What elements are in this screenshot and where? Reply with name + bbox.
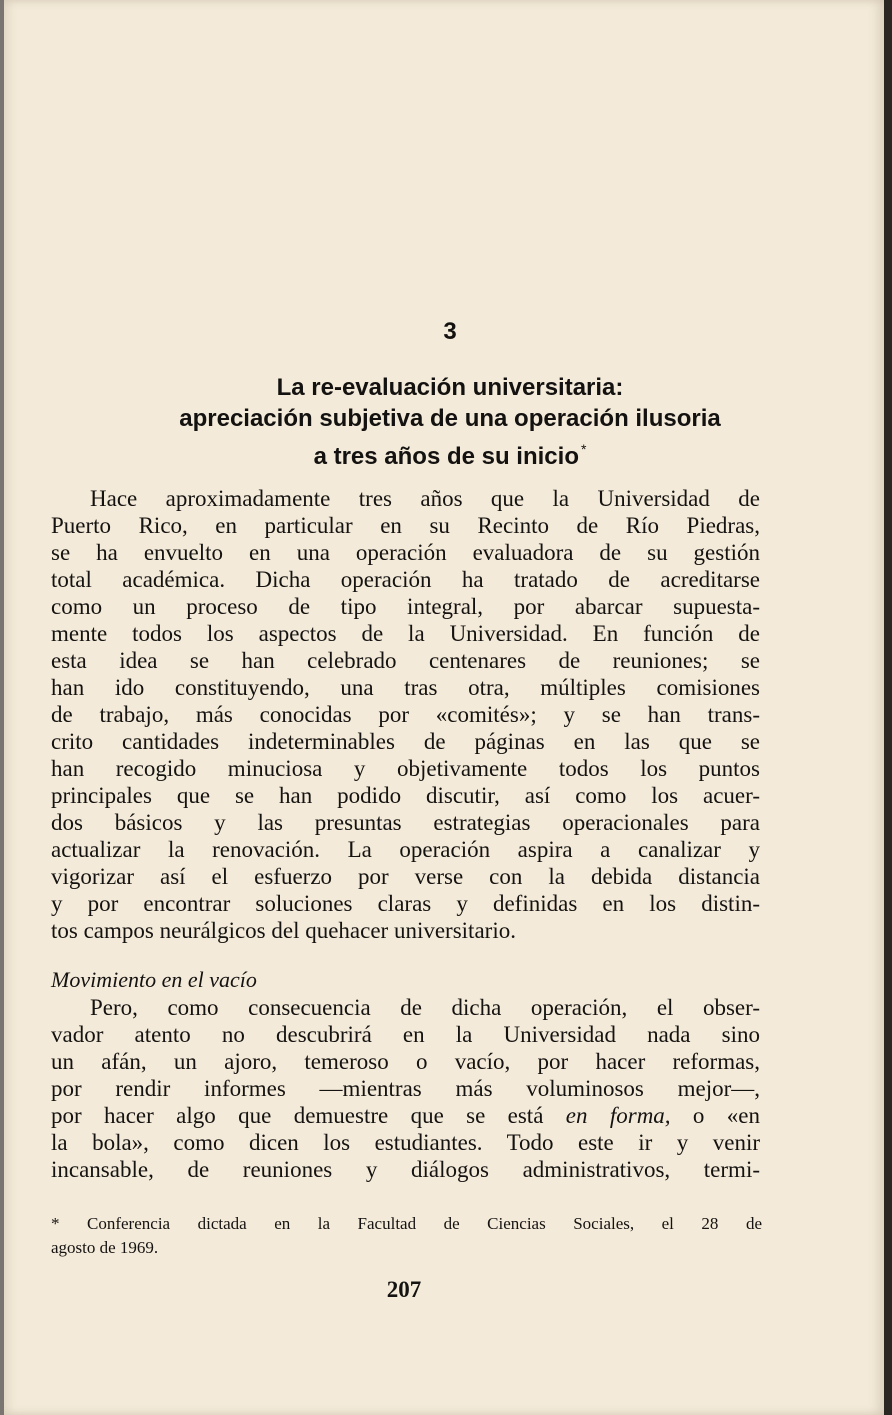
page-number: 207 <box>386 1277 422 1302</box>
paragraph-intro <box>51 485 760 944</box>
text-line: principales que se han podido discutir, así como los acuer- <box>51 783 760 808</box>
section-heading: Movimiento en el vacío <box>51 967 257 992</box>
text-line: esta idea se han celebrado centenares de reuniones; se <box>51 648 760 673</box>
text-line: Pero, como consecuencia de dicha operación, el obser- <box>90 995 760 1020</box>
book-page <box>4 0 884 1415</box>
text-line: la bola», como dicen los estudiantes. Todo este ir y venir <box>51 1130 760 1155</box>
text-line: y por encontrar soluciones claras y definidas en los distin- <box>51 891 760 916</box>
text-line: vador atento no descubrirá en la Universidad nada sino <box>51 1022 760 1047</box>
text-line: vigorizar así el esfuerzo por verse con la debida distancia <box>51 864 760 889</box>
footnote-marker: * <box>580 441 587 457</box>
text-line: crito cantidades indeterminables de páginas en las que se <box>51 729 760 754</box>
chapter-title-line-text: a tres años de su inicio <box>313 443 579 470</box>
text-line: como un proceso de tipo integral, por abarcar supuesta- <box>51 594 760 619</box>
text-line: de trabajo, más conocidas por «comités»; y se han trans- <box>51 702 760 727</box>
text-line: por rendir informes —mientras más voluminosos mejor—, <box>51 1076 760 1101</box>
page-edge-shadow <box>884 0 892 1415</box>
text-line: incansable, de reuniones y diálogos administrativos, termi- <box>51 1157 760 1182</box>
italic-phrase: en forma, <box>565 1103 671 1128</box>
text-line: se ha envuelto en una operación evaluadora de su gestión <box>51 540 760 565</box>
text-line: dos básicos y las presuntas estrategias operacionales para <box>51 810 760 835</box>
text-line: tos campos neurálgicos del quehacer universitario. <box>51 918 516 943</box>
chapter-title-line: La re-evaluación universitaria: <box>276 374 624 401</box>
text-segment: por hacer algo que demuestre que se está <box>51 1103 566 1128</box>
text-segment: o «en <box>670 1103 760 1128</box>
text-line <box>51 1102 760 1129</box>
chapter-title <box>44 372 856 472</box>
footnote-line: * Conferencia dictada en la Facultad de Ciencias Sociales, el 28 de <box>51 1214 762 1233</box>
text-line: total académica. Dicha operación ha tratado de acreditarse <box>51 567 760 592</box>
text-line: han recogido minuciosa y objetivamente todos los puntos <box>51 756 760 781</box>
text-line: un afán, un ajoro, temeroso o vacío, por hacer reformas, <box>51 1049 760 1074</box>
text-line: Puerto Rico, en particular en su Recinto de Río Piedras, <box>51 513 760 538</box>
paragraph-movimiento <box>51 994 760 1183</box>
footnote <box>51 1212 762 1260</box>
chapter-title-line: apreciación subjetiva de una operación ilusoria <box>179 405 721 432</box>
chapter-title-line <box>44 434 856 472</box>
chapter-number: 3 <box>443 318 457 345</box>
text-line: han ido constituyendo, una tras otra, múltiples comisiones <box>51 675 760 700</box>
footnote-line: agosto de 1969. <box>51 1238 159 1257</box>
text-line: mente todos los aspectos de la Universidad. En función de <box>51 621 760 646</box>
text-line: Hace aproximadamente tres años que la Universidad de <box>90 486 760 511</box>
text-line: actualizar la renovación. La operación aspira a canalizar y <box>51 837 760 862</box>
